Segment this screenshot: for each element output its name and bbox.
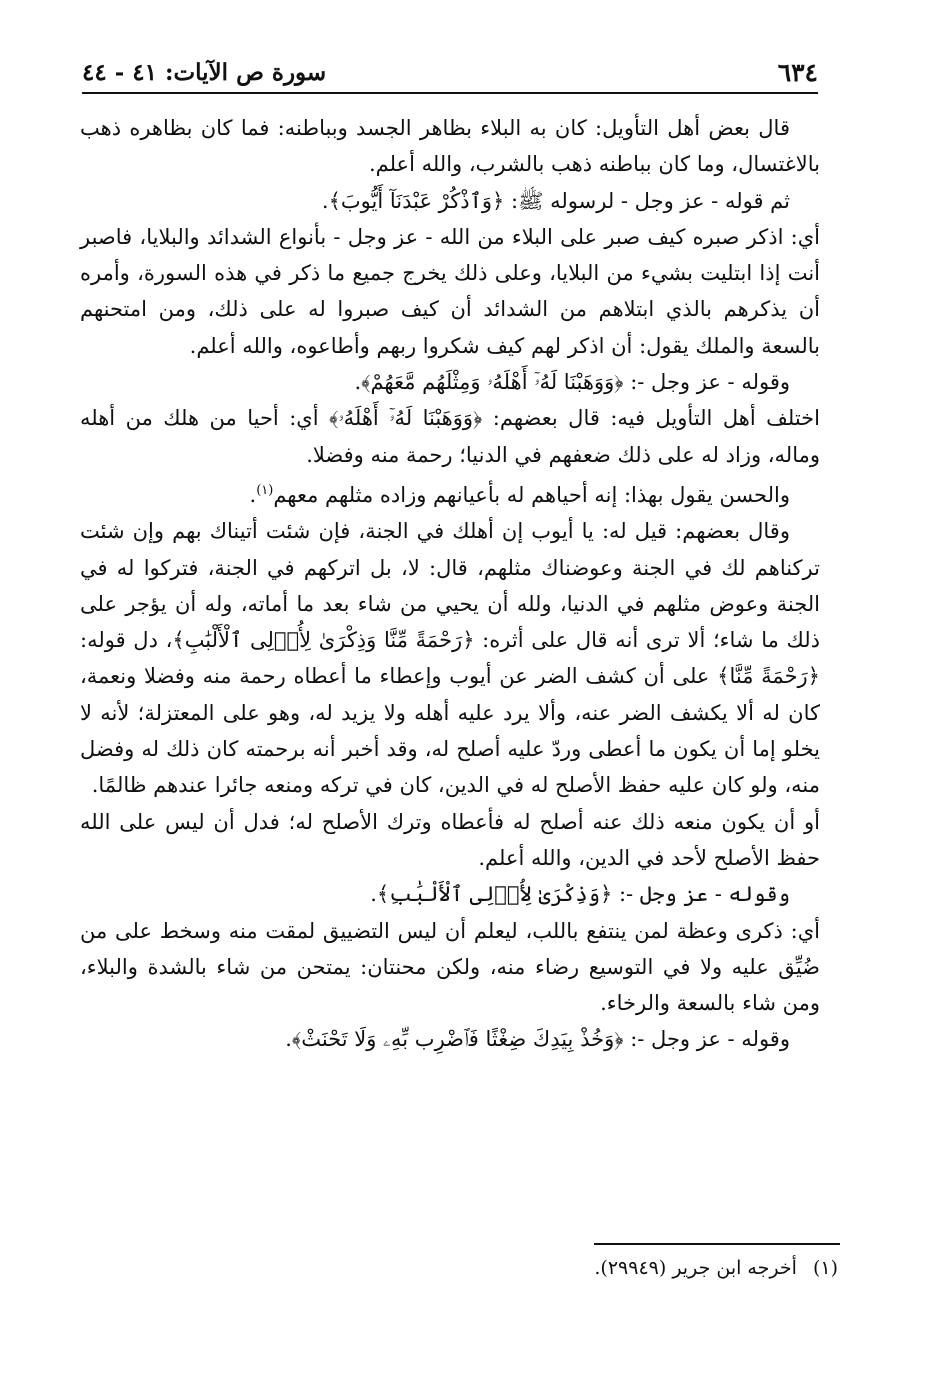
paragraph: ثم قوله - عز وجل - لرسوله ﷺ: ﴿وَٱذْكُرْ عَبْدَنَآ أَيُّوبَ﴾. xyxy=(321,188,790,213)
page-number: ٦٣٤ xyxy=(777,57,818,87)
footnote-text: أخرجه ابن جرير (٢٩٩٤٩). xyxy=(594,1257,797,1279)
main-text xyxy=(80,110,820,1058)
paragraph: أو أن يكون منعه ذلك عنه أصلح له فأعطاه وترك الأصلح له؛ فدل أن ليس على الله حفظ الأصلح لأحد في الدين، والله أعلم. xyxy=(80,809,820,870)
footnote-marker: (١) xyxy=(812,1257,838,1279)
paragraph: وقال بعضهم: قيل له: يا أيوب إن أهلك في الجنة، فإن شئت أتيناك بهم وإن شئت تركناهم لك في الجنة وعوضناك مثلهم، قال: لا، بل اتركهم في الجنة، فتركوا له في الجنة وعوض مثلهم في الدنيا، ولله أن يحيي من شاء بعد ما أماته، وله أن يؤجر على ذلك ما شاء؛ ألا ترى أنه قال على أثره: ﴿رَحْمَةً مِّنَّا وَذِكْرَىٰ لِأُو۟لِى ٱلْأَلْبَٰبِ﴾، دل قوله: ﴿رَحْمَةً مِّنَّا﴾ على أن كشف الضر عن أيوب وإعطاء ما أعطاه رحمة منه وفضلا ونعمة، كان له ألا يكشف الضر عنه، وألا يرد عليه أهله ولا يزيد له، وهو على المعتزلة؛ لأنه لا يخلو إما أن يكون ما أعطى وردّ عليه أصلح له، وقد أخبر أنه برحمته كان ذلك له وفضل منه، ولو كان عليه حفظ الأصلح له في الدين، كان في تركه ومنعه جائرا عندهم ظالمًا. xyxy=(80,519,820,798)
paragraph: وقوله - عز وجل -: ﴿وَخُذْ بِيَدِكَ ضِغْثًا فَٱضْرِب بِّهِۦ وَلَا تَحْنَثْ﴾. xyxy=(285,1027,790,1052)
paragraph: وقوله - عز وجل -: ﴿وَوَهَبْنَا لَهُۥٓ أَهْلَهُۥ وَمِثْلَهُم مَّعَهُمْ﴾. xyxy=(354,370,790,395)
paragraph: اختلف أهل التأويل فيه: قال بعضهم: ﴿وَوَهَبْنَا لَهُۥٓ أَهْلَهُۥ﴾ أي: أحيا من هلك من أهله وماله، وزاد له على ذلك ضعفهم في الدنيا؛ رحمة منه وفضلا. xyxy=(80,406,820,467)
paragraph: قال بعض أهل التأويل: كان به البلاء بظاهر الجسد وبباطنه: فما كان بظاهره ذهب بالاغتسال، وما كان بباطنه ذهب بالشرب، والله أعلم. xyxy=(80,116,820,177)
paragraph-end: . xyxy=(249,482,257,507)
paragraph: أي: ذكرى وعظة لمن ينتفع باللب، ليعلم أن ليس التضييق لمقت منه وسخط على من ضُيِّق عليه ولا في التوسيع رضاء منه، ولكن محنتان: يمتحن من شاء بالشدة والبلاء، ومن شاء بالسعة والرخاء. xyxy=(80,918,820,1016)
paragraph-hasan xyxy=(80,473,820,513)
footnote-divider xyxy=(594,1243,840,1245)
paragraph: أي: اذكر صبره كيف صبر على البلاء من الله - عز وجل - بأنواع الشدائد والبلايا، فاصبر أنت إذا ابتليت بشيء من البلايا، وعلى ذلك يخرج جميع ما ذكر في هذه السورة، وأمره أن يذكرهم بالذي ابتلاهم من الشدائد أن كيف صبروا له على ذلك، ومن امتحنهم بالسعة والملك يقول: أن اذكر لهم كيف شكروا ربهم وأطاعوه، والله أعلم. xyxy=(80,224,820,358)
footnote xyxy=(80,1255,838,1281)
footnote-reference: (١) xyxy=(256,482,274,498)
paragraph-text: والحسن يقول بهذا: إنه أحياهم له بأعيانهم وزاده مثلهم معهم xyxy=(273,482,790,507)
surah-title: سورة ص الآيات: ٤١ - ٤٤ xyxy=(82,58,327,86)
page-header xyxy=(82,52,818,94)
paragraph: وقوله - عز وجل -: ﴿وَذِكْرَىٰ لِأُو۟لِى ٱلْأَلْبَٰبِ﴾. xyxy=(370,882,790,907)
